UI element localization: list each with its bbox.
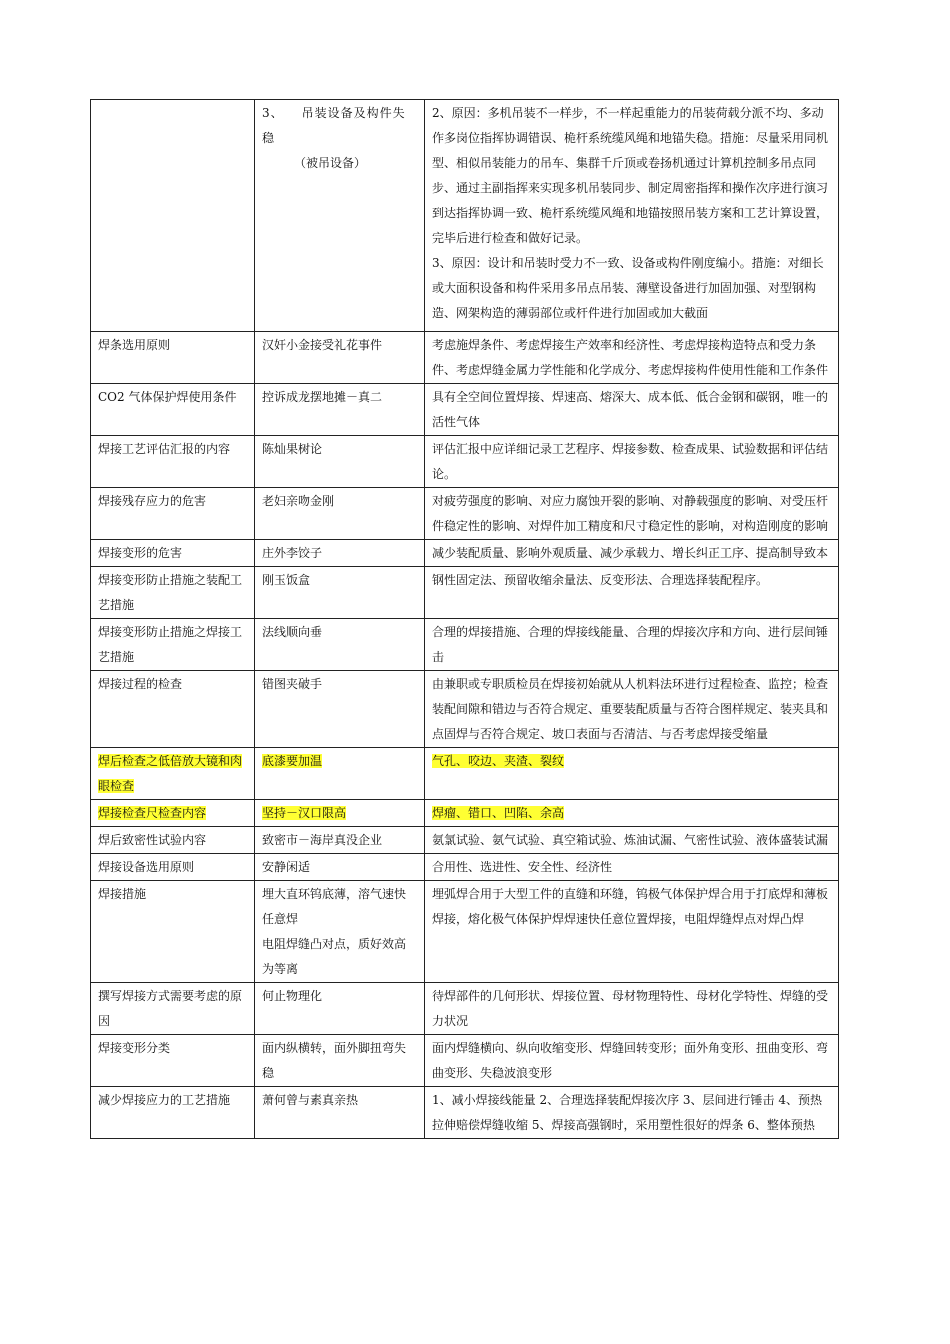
table-row — [91, 384, 839, 436]
table-row — [91, 100, 839, 332]
welding-notes-table — [90, 99, 839, 1139]
table-row — [91, 567, 839, 619]
content-cell: 钢性固定法、预留收缩余量法、反变形法、合理选择装配程序。 — [425, 567, 839, 619]
highlight-text: 焊后检查之低倍放大镜和肉眼检查 — [98, 754, 243, 793]
mnemonic-cell: 错图夹破手 — [255, 671, 425, 748]
topic-cell: 焊接工艺评估汇报的内容 — [91, 436, 255, 488]
list-item — [262, 101, 417, 151]
topic-cell — [91, 748, 255, 800]
mnemonic-cell: 萧何曾与素真亲热 — [255, 1087, 425, 1139]
topic-cell: 焊接措施 — [91, 881, 255, 983]
topic-cell — [91, 800, 255, 827]
table-row — [91, 1035, 839, 1087]
highlight-text: 焊接检查尺检查内容 — [98, 806, 207, 820]
content-cell: 待焊部件的几何形状、焊接位置、母材物理特性、母材化学特性、焊缝的受力状况 — [425, 983, 839, 1035]
mnemonic-cell: 安静闲适 — [255, 854, 425, 881]
content-cell — [425, 100, 839, 332]
table-row — [91, 332, 839, 384]
topic-cell: 焊接残存应力的危害 — [91, 488, 255, 540]
table-row — [91, 488, 839, 540]
topic-cell: 焊接变形防止措施之焊接工艺措施 — [91, 619, 255, 671]
content-cell: 埋弧焊合用于大型工件的直缝和环缝，钨极气体保护焊合用于打底焊和薄板焊接，熔化极气体保护焊焊速快任意位置焊接，电阻焊缝焊点对焊凸焊 — [425, 881, 839, 983]
paragraph: 3、原因：设计和吊装时受力不一致、设备或构件刚度编小。措施：对细长或大面积设备和构件采用多吊点吊装、薄壁设备进行加固加强、对型钢构造、网架构造的薄弱部位或杆件进行加固或加大截面 — [432, 256, 824, 320]
mnemonic-cell: 刚玉饭盒 — [255, 567, 425, 619]
table-row — [91, 540, 839, 567]
item-number: 3、 — [262, 106, 284, 120]
table-row-highlighted — [91, 800, 839, 827]
table-row — [91, 436, 839, 488]
content-cell: 合理的焊接措施、合理的焊接线能量、合理的焊接次序和方向、进行层间锤击 — [425, 619, 839, 671]
mnemonic-cell: 面内纵横转，面外脚扭弯失稳 — [255, 1035, 425, 1087]
highlight-text: 底漆要加温 — [262, 754, 323, 768]
mnemonic-cell: 致密市－海岸真没企业 — [255, 827, 425, 854]
paragraph: 2、原因：多机吊装不一样步，不一样起重能力的吊装荷载分派不均、多动作多岗位指挥协调错误、桅杆系统缆风绳和地锚失稳。措施：尽量采用同机型、相似吊装能力的吊车、集群千斤顶或卷扬机通过计算机控制多吊点同步、通过主副指挥来实现多机吊装同步、制定周密指挥和操作次序进行演习到达指挥协调一致、桅杆系统缆风绳和地锚按照吊装方案和工艺计算设置，完毕后进行检查和做好记录。 — [432, 106, 829, 245]
mnemonic-cell: 老妇亲吻金刚 — [255, 488, 425, 540]
content-cell: 具有全空间位置焊接、焊速高、熔深大、成本低、低合金钢和碳钢，唯一的活性气体 — [425, 384, 839, 436]
topic-cell: 焊后致密性试验内容 — [91, 827, 255, 854]
table-row — [91, 827, 839, 854]
mnemonic-cell: 陈灿果树论 — [255, 436, 425, 488]
topic-cell: 减少焊接应力的工艺措施 — [91, 1087, 255, 1139]
highlight-text: 焊瘤、错口、凹陷、余高 — [432, 806, 565, 820]
mnemonic-cell: 何止物理化 — [255, 983, 425, 1035]
document-page — [90, 99, 838, 1139]
table-row — [91, 671, 839, 748]
table-row — [91, 881, 839, 983]
content-cell: 氨氯试验、氨气试验、真空箱试验、炼油试漏、气密性试验、液体盛装试漏 — [425, 827, 839, 854]
content-cell: 合用性、选进性、安全性、经济性 — [425, 854, 839, 881]
topic-cell: CO2 气体保护焊使用条件 — [91, 384, 255, 436]
item-title: 吊装设备及构件失稳 — [262, 106, 406, 145]
mnemonic-cell: 汉奸小金接受礼花事件 — [255, 332, 425, 384]
topic-cell — [91, 100, 255, 332]
mnemonic-cell — [255, 800, 425, 827]
topic-cell: 焊接设备选用原则 — [91, 854, 255, 881]
mnemonic-cell — [255, 748, 425, 800]
content-cell: 考虑施焊条件、考虑焊接生产效率和经济性、考虑焊接构造特点和受力条件、考虑焊缝金属力学性能和化学成分、考虑焊接构件使用性能和工作条件 — [425, 332, 839, 384]
highlight-text: 气孔、咬边、夹渣、裂纹 — [432, 754, 565, 768]
content-cell: 对疲劳强度的影响、对应力腐蚀开裂的影响、对静载强度的影响、对受压杆件稳定性的影响、对焊件加工精度和尺寸稳定性的影响，对构造刚度的影响 — [425, 488, 839, 540]
content-cell: 由兼职或专职质检员在焊接初始就从人机料法环进行过程检查、监控；检查装配间隙和错边与否符合规定、重要装配质量与否符合图样规定、装夹具和点固焊与否符合规定、坡口表面与否清洁、与否考虑焊接受缩量 — [425, 671, 839, 748]
mnemonic-cell: 法线顺向垂 — [255, 619, 425, 671]
topic-cell: 焊条选用原则 — [91, 332, 255, 384]
item-subtitle: （被吊设备） — [294, 156, 367, 170]
table-row — [91, 854, 839, 881]
topic-cell: 撰写焊接方式需要考虑的原因 — [91, 983, 255, 1035]
mnemonic-cell — [255, 100, 425, 332]
content-cell: 1、减小焊接线能量 2、合理选择装配焊接次序 3、层间进行锤击 4、预热拉伸赔偿焊缝收缩 5、焊接高强钢时，采用塑性很好的焊条 6、整体预热 — [425, 1087, 839, 1139]
topic-cell: 焊接变形防止措施之装配工艺措施 — [91, 567, 255, 619]
table-row — [91, 983, 839, 1035]
mnemonic-cell: 庄外李饺子 — [255, 540, 425, 567]
table-row — [91, 1087, 839, 1139]
content-cell — [425, 800, 839, 827]
content-cell: 面内焊缝横向、纵向收缩变形、焊缝回转变形；面外角变形、扭曲变形、弯曲变形、失稳波浪变形 — [425, 1035, 839, 1087]
mnemonic-cell — [255, 881, 425, 983]
content-cell: 评估汇报中应详细记录工艺程序、焊接参数、检查成果、试验数据和评估结论。 — [425, 436, 839, 488]
table-row-highlighted — [91, 748, 839, 800]
topic-cell: 焊接过程的检查 — [91, 671, 255, 748]
mnemonic-line: 电阻焊缝凸对点，质好效高为等离 — [262, 937, 407, 976]
table-row — [91, 619, 839, 671]
mnemonic-cell: 控诉成龙摆地摊－真二 — [255, 384, 425, 436]
highlight-text: 坚持－汉口限高 — [262, 806, 347, 820]
topic-cell: 焊接变形分类 — [91, 1035, 255, 1087]
content-cell — [425, 748, 839, 800]
content-cell: 减少装配质量、影响外观质量、减少承载力、增长纠正工序、提高制导致本 — [425, 540, 839, 567]
topic-cell: 焊接变形的危害 — [91, 540, 255, 567]
mnemonic-line: 埋大直环钨底薄，溶气速快任意焊 — [262, 887, 407, 926]
